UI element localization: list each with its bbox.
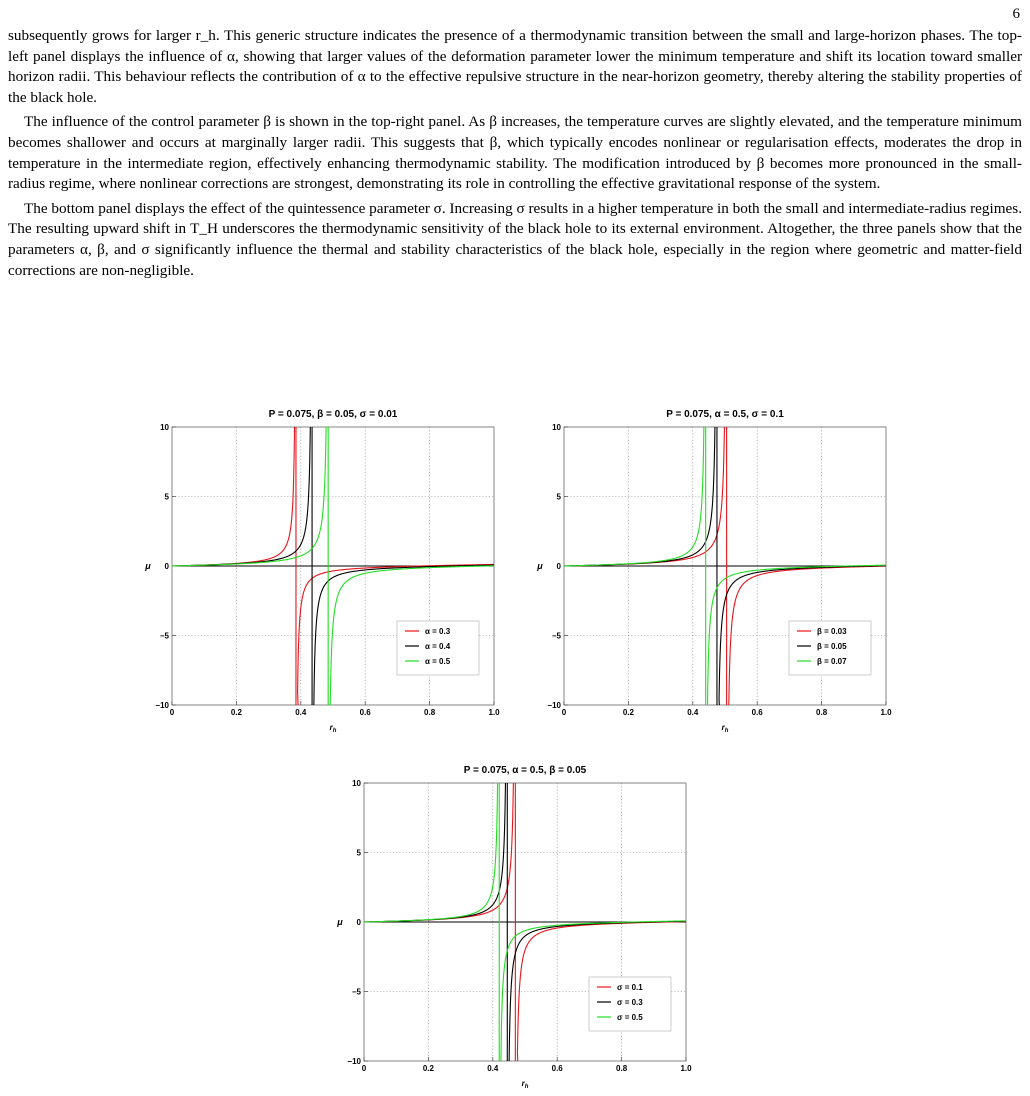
y-tick-label: 0: [164, 562, 169, 571]
legend-label: σ = 0.3: [617, 998, 643, 1007]
y-axis-label: μ: [145, 561, 151, 571]
y-tick-label: −10: [155, 701, 169, 710]
x-tick-label: 0.2: [622, 708, 634, 717]
y-tick-label: 10: [160, 423, 169, 432]
chart-title: P = 0.075, α = 0.5, σ = 0.1: [666, 409, 784, 420]
y-axis-label: μ: [537, 561, 543, 571]
legend: [789, 621, 871, 675]
paragraph-3: The bottom panel displays the effect of the quintessence parameter σ. Increasing σ results in a higher temperature in both the small and intermediate-radius regimes. The resulting upward shift in T_H underscores the thermodynamic sensitivity of the black hole to its external environment. Altogether, the three panels show that the parameters α, β, and σ significantly influence the thermal and stability characteristics of the black hole, especially in the region where geometric and matter-field corrections are non-negligible.: [8, 199, 1022, 279]
chart-title: P = 0.075, α = 0.5, β = 0.05: [463, 765, 587, 776]
y-tick-label: −10: [347, 1057, 361, 1066]
x-tick-label: 0.8: [616, 1064, 628, 1073]
x-tick-label: 0.6: [751, 708, 763, 717]
x-tick-label: 0.2: [422, 1064, 434, 1073]
legend: [397, 621, 479, 675]
paragraph-1: subsequently grows for larger r_h. This generic structure indicates the presence of a thermodynamic transition between the small and large-horizon phases. The top-left panel displays the influence of α, showing that larger values of the deformation parameter lower the minimum temperature and shift its location toward smaller horizon radii. This behaviour reflects the contribution of α to the effective repulsive structure in the near-horizon geometry, thereby altering the stability properties of the black hole.: [8, 27, 1022, 106]
x-tick-label: 1.0: [488, 708, 500, 717]
y-tick-label: 5: [556, 492, 561, 502]
figure-panel-sigma: [332, 760, 702, 1096]
y-tick-label: 0: [556, 562, 561, 571]
x-tick-label: 0.4: [687, 708, 699, 717]
y-tick-label: −5: [159, 631, 169, 641]
y-tick-label: 0: [356, 918, 361, 927]
legend-label: β = 0.07: [817, 657, 847, 666]
x-tick-label: 0.2: [230, 708, 242, 717]
y-tick-label: −5: [351, 987, 361, 997]
figure-panel-alpha: [140, 404, 510, 740]
x-tick-label: 0.6: [551, 1064, 563, 1073]
legend-label: α = 0.4: [425, 642, 451, 651]
x-tick-label: 0.4: [487, 1064, 499, 1073]
page-number: 6: [1012, 6, 1020, 22]
legend: [589, 977, 671, 1031]
legend-label: β = 0.05: [817, 642, 847, 651]
x-axis-label: $r_h$: [329, 723, 337, 734]
y-tick-label: 10: [352, 779, 361, 788]
body-text: [8, 26, 1022, 285]
y-axis-label: μ: [337, 917, 343, 927]
legend-label: β = 0.03: [817, 627, 847, 636]
y-tick-label: 5: [164, 492, 169, 502]
figure-panel-beta: [532, 404, 902, 740]
y-tick-label: 10: [552, 423, 561, 432]
x-tick-label: 0.4: [295, 708, 307, 717]
x-tick-label: 0.8: [816, 708, 828, 717]
x-tick-label: 0.6: [359, 708, 371, 717]
x-tick-label: 1.0: [680, 1064, 692, 1073]
y-tick-label: 5: [356, 848, 361, 858]
x-tick-label: 0: [169, 708, 175, 717]
x-axis-label: $r_h$: [721, 723, 729, 734]
legend-label: α = 0.3: [425, 627, 451, 636]
paragraph-2: The influence of the control parameter β is shown in the top-right panel. As β increases, the temperature curves are slightly elevated, and the temperature minimum becomes shallower and occurs at marginally larger radii. This suggests that β, which typically encodes nonlinear or regularisation effects, moderates the drop in temperature in the intermediate region, effectively enhancing thermodynamic stability. The modification introduced by β becomes more pronounced in the small-radius regime, where nonlinear corrections are strongest, demonstrating its role in controlling the effective gravitational response of the system.: [8, 113, 1022, 193]
legend-label: σ = 0.5: [617, 1013, 643, 1022]
y-tick-label: −5: [551, 631, 561, 641]
x-tick-label: 0.8: [424, 708, 436, 717]
chart-title: P = 0.075, β = 0.05, σ = 0.01: [268, 409, 398, 420]
x-axis-label: $r_h$: [521, 1079, 529, 1090]
y-tick-label: −10: [547, 701, 561, 710]
legend-label: σ = 0.1: [617, 983, 643, 992]
legend-label: α = 0.5: [425, 657, 451, 666]
x-tick-label: 1.0: [880, 708, 892, 717]
x-tick-label: 0: [561, 708, 567, 717]
x-tick-label: 0: [361, 1064, 367, 1073]
